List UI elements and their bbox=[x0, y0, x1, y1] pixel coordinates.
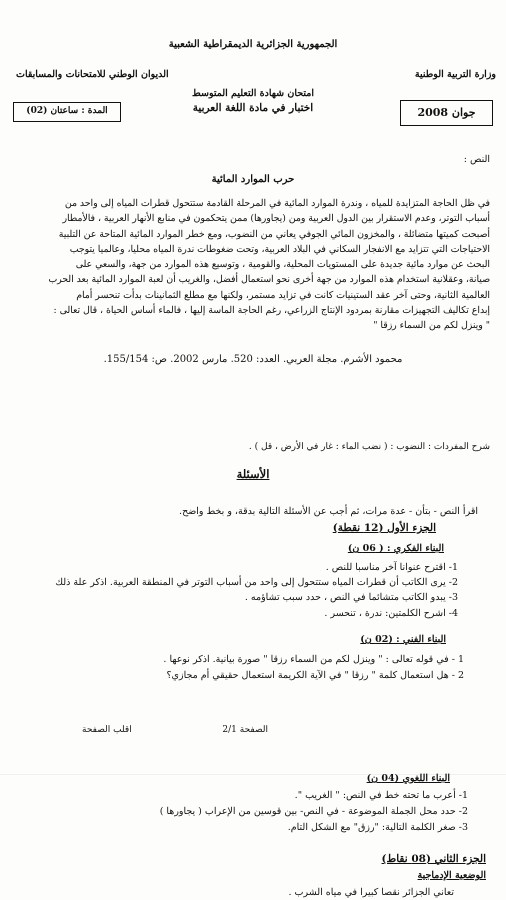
content-section-title: البناء الفكري : ( 06 ن) bbox=[347, 543, 444, 554]
art-section-title: البناء الفني : (02 ن) bbox=[360, 634, 446, 645]
content-question: 4- اشرح الكلمتين: ندرة ، تنحسر . bbox=[324, 608, 458, 619]
part2-title: الجزء الثاني (08 نقاط) bbox=[381, 853, 486, 865]
text-line: صيانة، وعقلانية استخدام هذه الموارد من جهة أخرى نحو استعمال أفضل، والغريب أن لعبة الموارد المائية بعد الحرب bbox=[48, 274, 490, 286]
turn-page-label: اقلب الصفحة bbox=[82, 725, 132, 735]
art-question: 1 - في قوله تعالى : " وينزل لكم من السماء رزقا " صورة بيانية. اذكر نوعها . bbox=[163, 654, 464, 665]
art-question: 2 - هل استعمال كلمة " رزقا " في الآية الكريمة استعمال حقيقي أم مجازي؟ bbox=[166, 670, 464, 681]
situation-text: تعاني الجزائر نقصا كبيرا في مياه الشرب . bbox=[288, 887, 454, 898]
duration-box: المدة : ساعتان (02) bbox=[13, 102, 121, 122]
language-section-title: البناء اللغوي (04 ن) bbox=[366, 773, 450, 784]
content-question: 2- يرى الكاتب أن قطرات المياه ستتحول إلى واحد من أسباب التوتر في المنطقة العربية. اذكر علة ذلك bbox=[55, 577, 458, 588]
content-question: 1- اقترح عنوانا آخر مناسبا للنص . bbox=[325, 562, 458, 573]
text-line: البحث عن موارد مائية جديدة على المستويات المحلية، والقومية ، وتوسيع هذه الموارد من جهة، والسعي على bbox=[75, 259, 490, 271]
part1-title: الجزء الأول (12 نقطة) bbox=[332, 522, 436, 534]
text-line: الاحتياجات التي تتزايد مع الانفجار السكاني في البلاد العربية، وتحت ضغوطات ندرة المياه محليا، وعالميا يتوجب bbox=[69, 243, 490, 255]
text-line: العالمية الثانية، وحتى آخر عقد الستينيات كانت في تزايد مستمر، ولكنها مع مطلع الثمانينات بدأت تنحسر أمام bbox=[76, 289, 490, 301]
glossary: شرح المفردات : النضوب : ( نضب الماء : غار في الأرض ، قل ) . bbox=[248, 442, 490, 452]
text-line: أسباب التوتر، وعدم الاستقرار بين الدول العربية ومن (يجاورها) ممن يتحكمون في منابع الأنهار العربية ، فالأمطار bbox=[62, 213, 490, 225]
language-question: 1- أعرب ما تحته خط في النص: " الغريب ". bbox=[294, 790, 468, 801]
republic-heading: الجمهورية الجزائرية الديمقراطية الشعبية bbox=[168, 39, 338, 50]
text-title: حرب الموارد المائية bbox=[211, 174, 295, 185]
instructions: اقرأ النص - بتأن - عدة مرات، ثم أجب عن الأسئلة التالية بدقة، و بخط واضح. bbox=[179, 506, 478, 517]
situation-title: الوضعية الإدماجية bbox=[417, 870, 486, 881]
ministry-label: وزارة التربية الوطنية bbox=[414, 69, 496, 80]
date-box: جوان 2008 bbox=[400, 100, 493, 126]
questions-title: الأسئلة bbox=[236, 467, 270, 481]
subject-title: اختبار في مادة اللغة العربية bbox=[192, 102, 314, 114]
office-label: الديوان الوطني للامتحانات والمسابقات bbox=[16, 69, 169, 80]
content-question: 3- يبدو الكاتب متشائما في النص ، حدد سبب تشاؤمه . bbox=[244, 592, 458, 603]
text-line: " وينزل لكم من السماء رزقا " bbox=[373, 320, 490, 332]
language-question: 2- حدد محل الجملة الموضوعة - في النص- بين قوسين من الإعراب ( يجاورها ) bbox=[159, 806, 468, 817]
text-line: إبداع تكاليف التجهيزات مقارنة بمردود الإنتاج الزراعي، رغم الحاجة الماسة إليها ، فالماء أساس الحياة ، قال تعالى : bbox=[53, 305, 490, 317]
text-line: أصبحت كميتها متضائلة ، والمخزون المائي الجوفي يعاني من النضوب، ومع خطر الموارد المائية المتاحة عن التلبية bbox=[58, 228, 490, 240]
text-body bbox=[16, 196, 490, 334]
text-label: النص : bbox=[463, 154, 490, 165]
exam-title: امتحان شهادة التعليم المتوسط bbox=[191, 88, 315, 99]
language-question: 3- صغر الكلمة التالية: "رزق" مع الشكل التام. bbox=[287, 822, 468, 833]
text-line: في ظل الحاجة المتزايدة للمياه ، وندرة الموارد المائية في المرحلة القادمة ستتحول قطرات المياه إلى واحد من bbox=[64, 198, 490, 209]
page-number: الصفحة 2/1 bbox=[222, 725, 268, 735]
text-source: محمود الأشرم. مجلة العربي. العدد: 520. مارس 2002. ص: 155/154. bbox=[103, 354, 403, 365]
